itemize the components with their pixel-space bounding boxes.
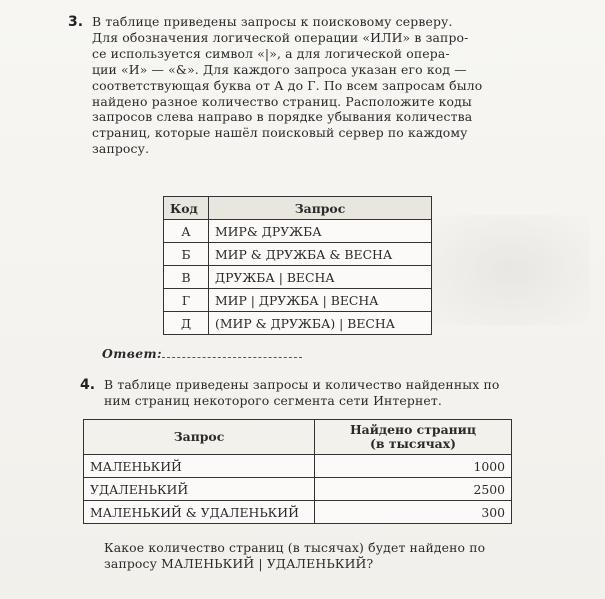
task-4-text [104, 377, 524, 409]
task-3-line: соответствующая буква от А до Г. По всем запросам было [92, 77, 483, 93]
question-line: запросу МАЛЕНЬКИЙ | УДАЛЕНЬКИЙ? [104, 555, 374, 571]
row-query: МАЛЕНЬКИЙ & УДАЛЕНЬКИЙ [84, 501, 315, 524]
row-query: МИР | ДРУЖБА | ВЕСНА [209, 289, 432, 312]
answer-label: Ответ: [102, 346, 163, 361]
row-count: 2500 [315, 478, 512, 501]
task-3-line: се используется символ «|», а для логической опера- [92, 45, 450, 61]
task-3-query-table [163, 196, 432, 335]
table-row [84, 478, 512, 501]
task-3-line: ции «И» — «&». Для каждого запроса указан его код — [92, 61, 467, 77]
task-3-number: 3. [68, 14, 84, 30]
header-query: Запрос [84, 420, 315, 455]
task-4-results-table [83, 419, 512, 524]
row-query: МИР& ДРУЖБА [209, 220, 432, 243]
row-code: В [164, 266, 209, 289]
task-4-number: 4. [80, 377, 96, 393]
task-3-line: найдено разное количество страниц. Расположите коды [92, 93, 472, 109]
task-3-line: В таблице приведены запросы к поисковому серверу. [92, 14, 453, 29]
task-3-text [92, 14, 544, 157]
header-query: Запрос [209, 197, 432, 220]
table-row [164, 243, 432, 266]
row-code: А [164, 220, 209, 243]
answer-blank-line[interactable] [162, 357, 302, 358]
row-count: 1000 [315, 455, 512, 478]
row-code: Б [164, 243, 209, 266]
row-code: Г [164, 289, 209, 312]
header-code: Код [164, 197, 209, 220]
row-query: МИР & ДРУЖБА & ВЕСНА [209, 243, 432, 266]
task-3-line: запросу. [92, 141, 150, 157]
table-row [164, 266, 432, 289]
row-query: УДАЛЕНЬКИЙ [84, 478, 315, 501]
header-pages-line: Найдено страниц [349, 422, 477, 437]
question-line: Какое количество страниц (в тысячах) будет найдено по [104, 540, 486, 555]
row-query: (МИР & ДРУЖБА) | ВЕСНА [209, 312, 432, 335]
row-query: МАЛЕНЬКИЙ [84, 455, 315, 478]
task-3-line: запросов слева направо в порядке убывания количества [92, 109, 473, 125]
task-3-line: страниц, которые нашёл поисковый сервер по каждому [92, 125, 468, 141]
task-4-question [104, 540, 524, 572]
table-row [84, 455, 512, 478]
task-3-line: Для обозначения логической операции «ИЛИ» в запро- [92, 29, 469, 45]
table-row [84, 501, 512, 524]
row-code: Д [164, 312, 209, 335]
table-header-row [164, 197, 432, 220]
table-header-row [84, 420, 512, 455]
task-4-line: ним страниц некоторого сегмента сети Интернет. [104, 392, 442, 408]
row-count: 300 [315, 501, 512, 524]
bleed-through-shadow [430, 215, 590, 325]
header-units-line: (в тысячах) [370, 436, 456, 451]
task-4-line: В таблице приведены запросы и количество найденных по [104, 377, 500, 392]
table-row [164, 289, 432, 312]
table-row [164, 312, 432, 335]
row-query: ДРУЖБА | ВЕСНА [209, 266, 432, 289]
table-row [164, 220, 432, 243]
header-pages-found [315, 420, 512, 455]
